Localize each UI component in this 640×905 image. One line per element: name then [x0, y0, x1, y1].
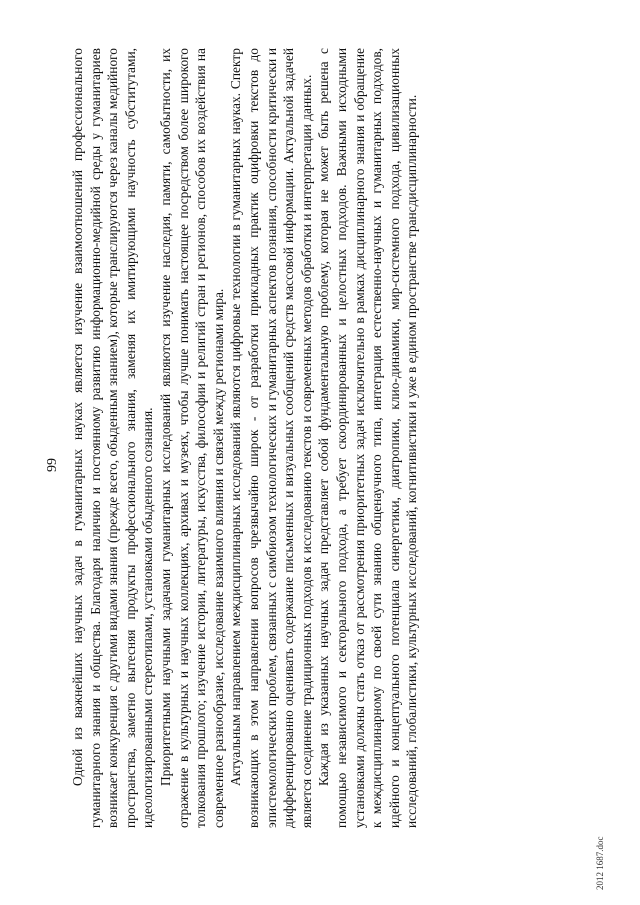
page-number: 99 — [45, 458, 60, 472]
body-text — [69, 48, 421, 828]
paragraph-1: Одной из важнейших научных задач в гуманитарных науках является изучение взаимоотношений профессионального гуманитарного знания и общества. Благодаря наличию и постоянному развитию информационно-медийной среды у гуманитариев возникает конкуренция с другими видами знания (прежде всего, обыденным знанием), которые транслируются через каналы медийного пространства, заметно вытесняя продукты профессионального знания, заменяя их имитирующими научность субститутами, идеологизированными стереотипами, установками обыденного сознания. — [70, 48, 156, 828]
paragraph-2: Приоритетными научными задачами гуманитарных исследований являются изучение наследия, памяти, самобытности, их отражение в культурных и научных коллекциях, архивах и музеях, чтобы лучше понимать настоящее посредством более широкого толкования прошлого; изучение истории, литературы, искусства, философии и религий стран и регионов, способов их воздействия на современное разнообразие, исследование взаимного влияния и связей между регионами мира. — [157, 48, 226, 828]
paragraph-3: Актуальным направлением междисциплинарных исследований являются цифровые технологии в гуманитарных науках. Спектр возникающих в этом направлении вопросов чрезвычайно широк - от разработки прикладных практик оцифровки текстов до эпистемологических проблем, связанных с симбиозом технологических и гуманитарных аспектов познания, способности критически и дифференцированно оценивать содержание письменных и визуальных сообщений средств массовой информации. Актуальной задачей является соединение традиционных подходов к исследованию текстов и современных методов обработки и интерпретации данных. — [228, 48, 314, 828]
paragraph-4: Каждая из указанных научных задач представляет собой фундаментальную проблему, которая не может быть решена с помощью независимого и секторального подхода, а требует скоординированных и целостных подходов. Важными исходными установками должны стать отказ от рассмотрения приоритетных задач исключительно в рамках дисциплинарного знания и обращение к междисциплинарному по своей сути знанию общенаучного типа, интеграция естественно-научных и гуманитарных подходов, идейного и концептуального потенциала синергетики, диатропики, клио-динамики, мир-системного подхода, цивилизационных исследований, глобалистики, культурных исследований, когнитивистики и уже в едином пространстве трансдисциплинарности. — [316, 48, 420, 828]
rotated-page — [45, 40, 605, 890]
document-footer: 2012 1687.doc — [595, 836, 605, 890]
